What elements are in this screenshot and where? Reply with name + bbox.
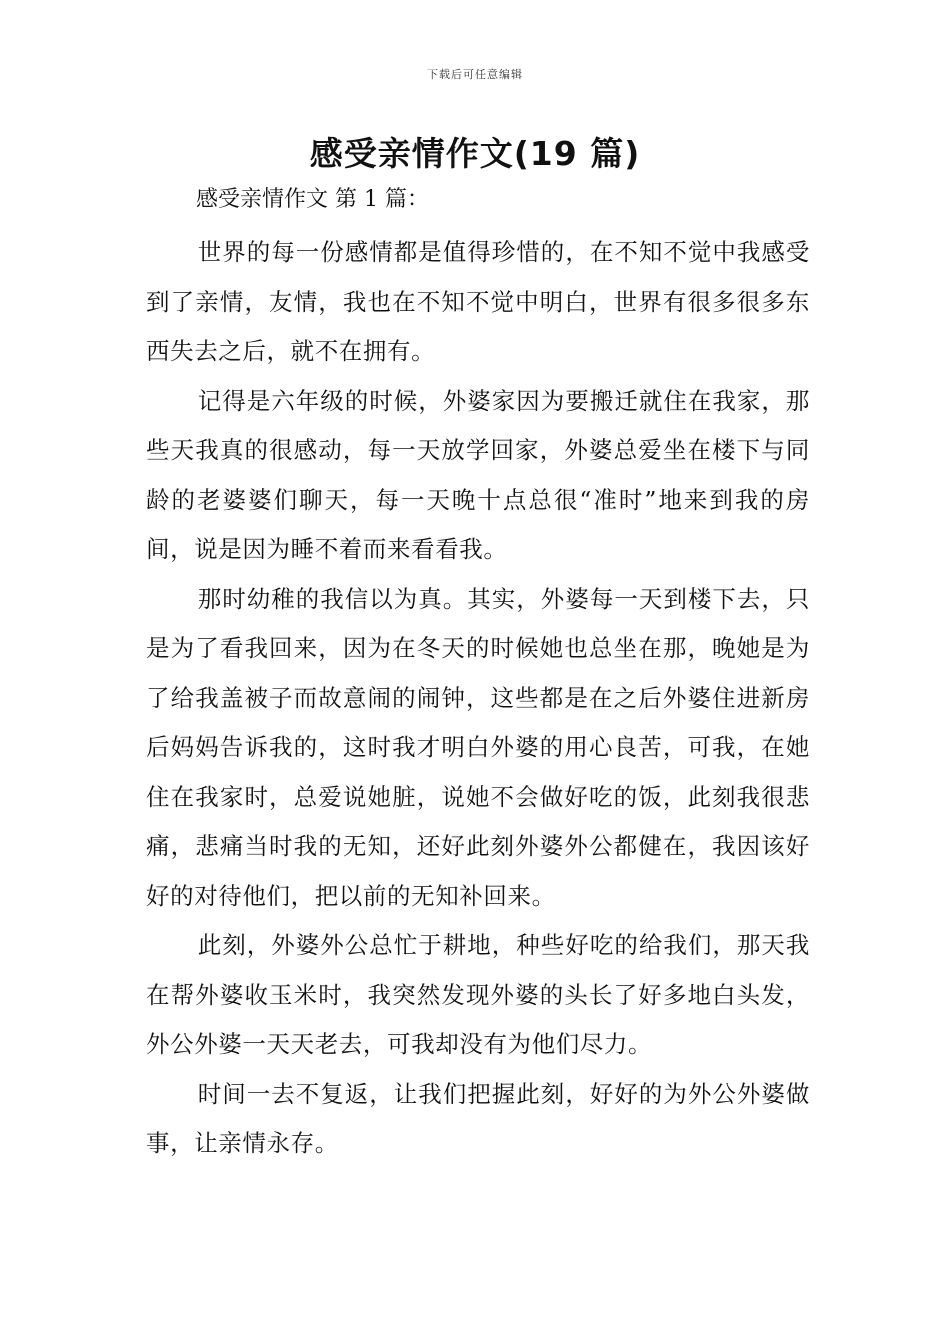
paragraph: 记得是六年级的时候，外婆家因为要搬迁就住在我家，那些天我真的很感动，每一天放学回家，外婆总爱坐在楼下与同龄的老婆婆们聊天，每一天晚十点总很“准时”地来到我的房间，说是因为睡不着而来看看我。 [146,386,810,563]
page-title: 感受亲情作文(19 篇) [309,134,641,173]
paragraph: 此刻，外婆外公总忙于耕地，种些好吃的给我们，那天我在帮外婆收玉米时，我突然发现外婆的头长了好多地白头发，外公外婆一天天老去，可我却没有为他们尽力。 [146,931,810,1058]
essay-body [146,228,810,1169]
paragraph: 时间一去不复返，让我们把握此刻，好好的为外公外婆做事，让亲情永存。 [146,1079,810,1157]
header-note: 下载后可任意编辑 [427,68,523,81]
paragraph: 世界的每一份感情都是值得珍惜的，在不知不觉中我感受到了亲情，友情，我也在不知不觉中明白，世界有很多很多东西失去之后，就不在拥有。 [146,238,810,365]
paragraph: 那时幼稚的我信以为真。其实，外婆每一天到楼下去，只是为了看我回来，因为在冬天的时候她也总坐在那，晚她是为了给我盖被子而故意闹的闹钟，这些都是在之后外婆住进新房后妈妈告诉我的，这时我才明白外婆的用心良苦，可我，在她住在我家时，总爱说她脏，说她不会做好吃的饭，此刻我很悲痛，悲痛当时我的无知，还好此刻外婆外公都健在，我因该好好的对待他们，把以前的无知补回来。 [146,584,810,910]
section-label: 感受亲情作文 第 1 篇： [196,187,429,212]
